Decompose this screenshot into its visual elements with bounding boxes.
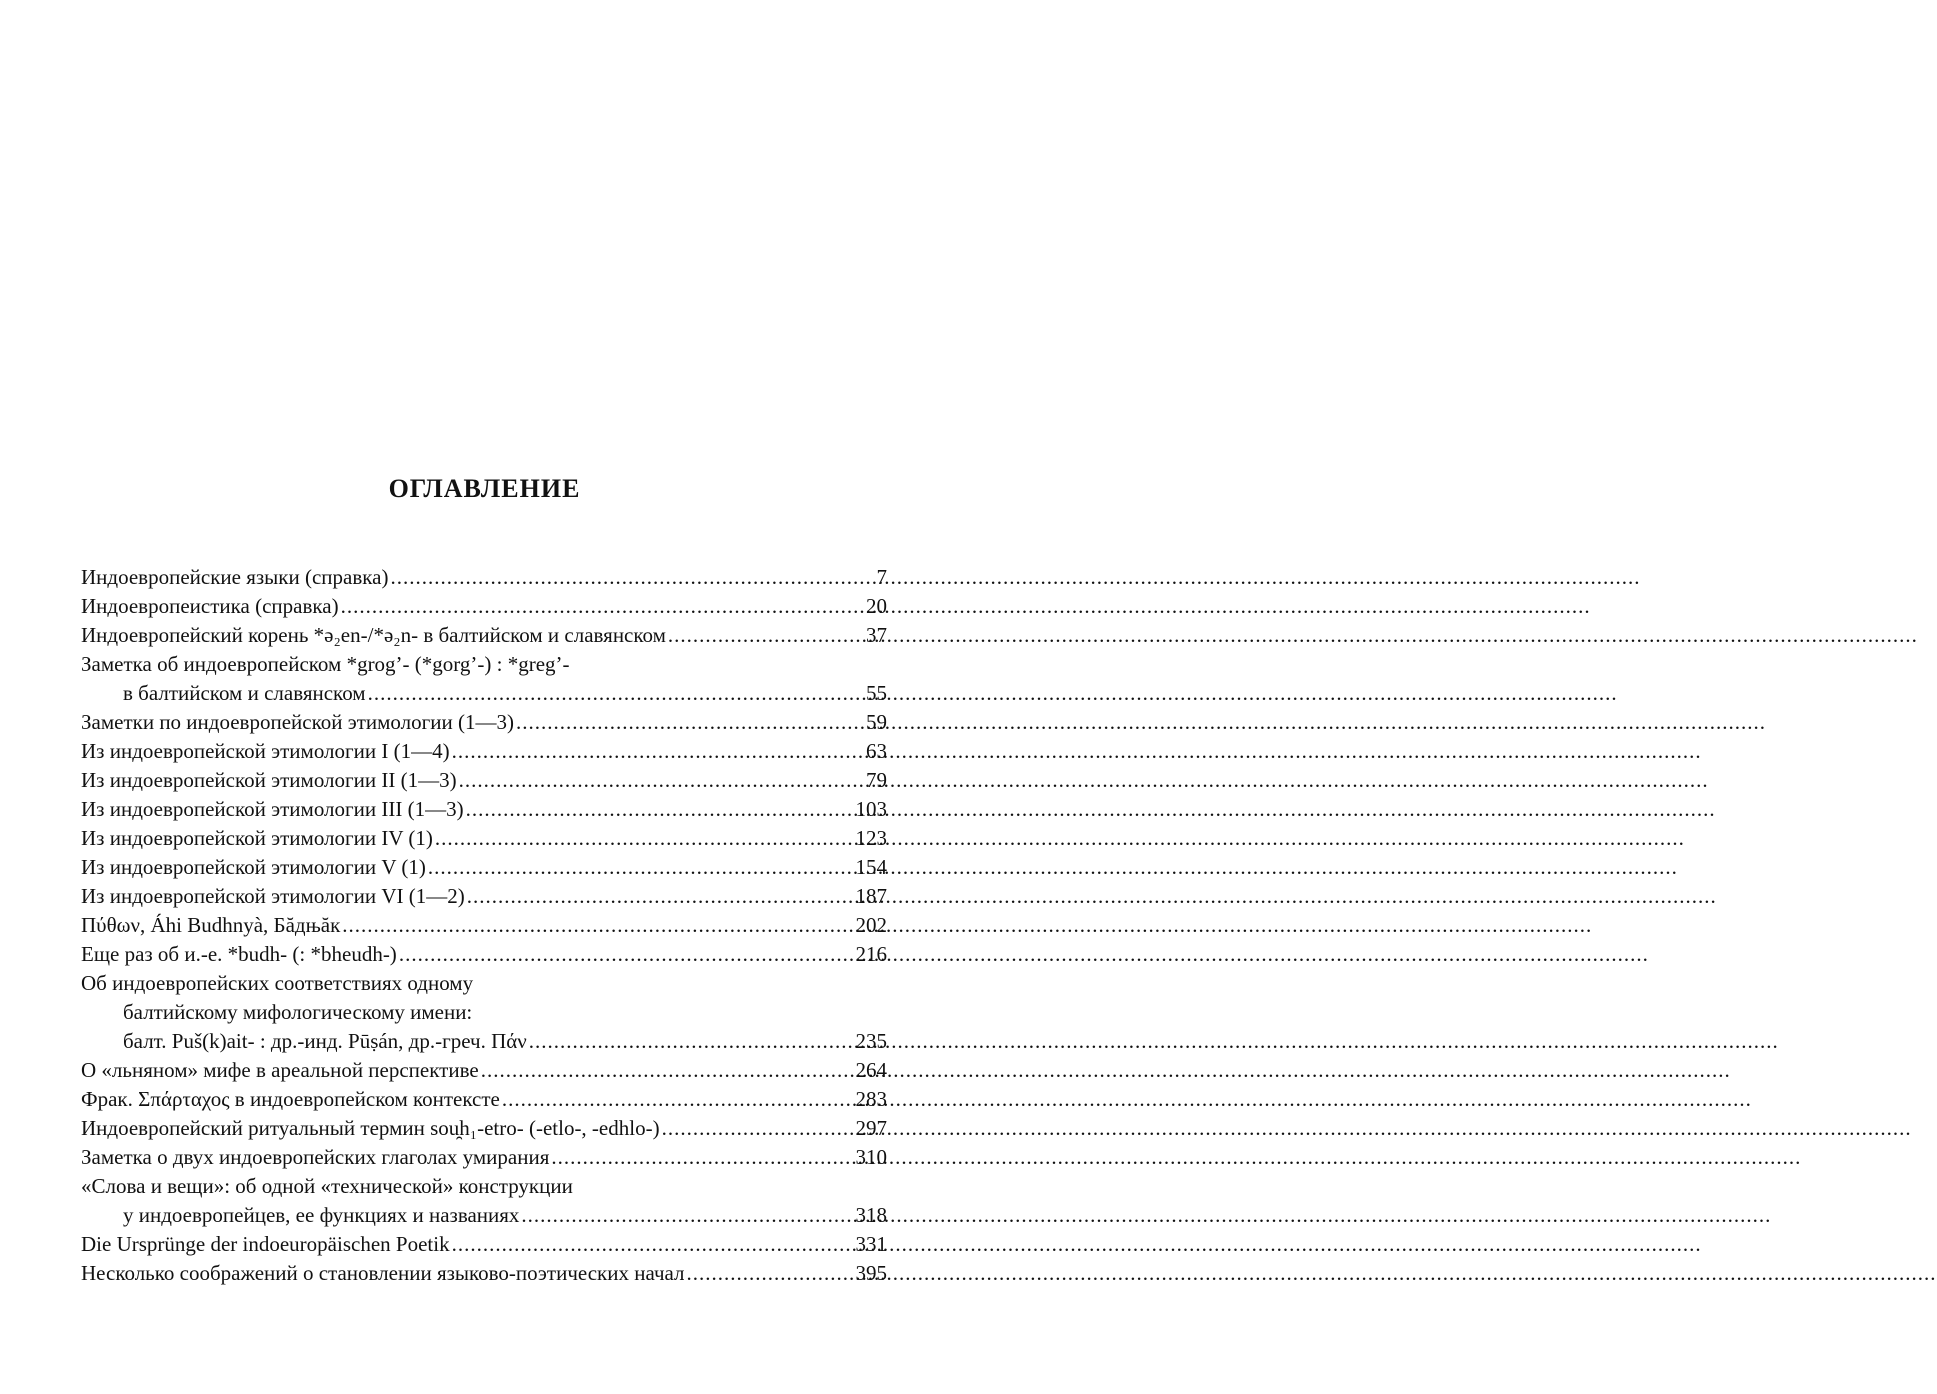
dot-leader bbox=[551, 1143, 853, 1172]
dot-leader bbox=[459, 766, 864, 795]
toc-page-number: 103 bbox=[855, 797, 887, 821]
toc-entry-title: Из индоевропейской этимологии III (1—3) bbox=[81, 797, 464, 821]
toc-page-number: 283 bbox=[855, 1087, 887, 1111]
toc-page-number: 63 bbox=[866, 739, 887, 763]
toc-entry-title: Заметки по индоевропейской этимологии (1—3) bbox=[81, 710, 514, 734]
toc-entry-line bbox=[81, 998, 887, 1027]
toc-entry bbox=[81, 1056, 887, 1085]
toc-entry-title: Несколько соображений о становлении языково-поэтических начал bbox=[81, 1261, 685, 1285]
toc-entry bbox=[81, 1143, 887, 1172]
toc-page-number: 123 bbox=[855, 826, 887, 850]
toc-entry bbox=[81, 911, 887, 940]
toc-page-number: 216 bbox=[855, 942, 887, 966]
dot-leader bbox=[668, 621, 864, 650]
dot-leader bbox=[687, 1259, 854, 1288]
toc-entry-title: Еще раз об и.-е. *budh- (: *bheudh-) bbox=[81, 942, 397, 966]
toc-entry bbox=[81, 1201, 887, 1230]
dot-leader bbox=[529, 1027, 854, 1056]
toc-page-number: 59 bbox=[866, 710, 887, 734]
page-title: ОГЛАВЛЕНИЕ bbox=[388, 474, 581, 503]
toc-entry-title: Индоевропейский корень *ə₂en-/*ə₂n- в балтийском и славянском bbox=[81, 623, 666, 647]
toc-entry-title: Индоевропейские языки (справка) bbox=[81, 565, 389, 589]
toc-entry-title: у индоевропейцев, ее функциях и названиях bbox=[123, 1203, 520, 1227]
toc-entry bbox=[81, 708, 887, 737]
toc-page-number: 7 bbox=[876, 565, 887, 589]
toc-entry bbox=[81, 940, 887, 969]
toc-entry-title: Об индоевропейских соответствиях одному bbox=[81, 971, 474, 995]
toc-entry-title: балтийскому мифологическому имени: bbox=[123, 1000, 473, 1024]
dot-leader bbox=[452, 1230, 854, 1259]
dot-leader bbox=[342, 911, 853, 940]
toc-entry bbox=[81, 853, 887, 882]
toc-page-number: 264 bbox=[855, 1058, 887, 1082]
dot-leader bbox=[466, 795, 854, 824]
toc-entry-line bbox=[81, 969, 887, 998]
toc-page-number: 331 bbox=[855, 1232, 887, 1256]
toc-entry-title: Πύθων, Áhi Budhnyà, Бăдњăк bbox=[81, 913, 341, 937]
toc-page-number: 55 bbox=[866, 681, 887, 705]
dot-leader bbox=[435, 824, 854, 853]
toc-entry-title: Индоевропейский ритуальный термин sou̯h₁-etro- (-etlo-, -edhlo-) bbox=[81, 1116, 660, 1140]
toc-entry-title: Из индоевропейской этимологии VI (1—2) bbox=[81, 884, 465, 908]
toc-entry bbox=[81, 679, 887, 708]
toc-entry bbox=[81, 1085, 887, 1114]
toc-entry bbox=[81, 737, 887, 766]
toc-entry bbox=[81, 795, 887, 824]
dot-leader bbox=[390, 563, 874, 592]
dot-leader bbox=[428, 853, 854, 882]
toc-entry-title: «Слова и вещи»: об одной «технической» конструкции bbox=[81, 1174, 573, 1198]
toc-entry-title: Из индоевропейской этимологии IV (1) bbox=[81, 826, 433, 850]
toc-page-number: 202 bbox=[855, 913, 887, 937]
toc-entry-title: в балтийском и славянском bbox=[123, 681, 366, 705]
toc-entry-title: Из индоевропейской этимологии II (1—3) bbox=[81, 768, 457, 792]
toc-entry bbox=[81, 1259, 887, 1288]
toc-entry-title: Die Ursprünge der indoeuropäischen Poetik bbox=[81, 1232, 450, 1256]
toc-page-number: 154 bbox=[855, 855, 887, 879]
toc-entry-title: Из индоевропейской этимологии I (1—4) bbox=[81, 739, 450, 763]
dot-leader bbox=[341, 592, 864, 621]
toc-page-number: 187 bbox=[855, 884, 887, 908]
toc-page-number: 20 bbox=[866, 594, 887, 618]
toc-entry bbox=[81, 1230, 887, 1259]
toc-page-number: 395 bbox=[855, 1261, 887, 1285]
toc-page-number: 318 bbox=[855, 1203, 887, 1227]
toc-entry-title: О «льняном» мифе в ареальной перспективе bbox=[81, 1058, 479, 1082]
toc-entry-line bbox=[81, 650, 887, 679]
toc-entry bbox=[81, 1027, 887, 1056]
toc-page-number: 297 bbox=[855, 1116, 887, 1140]
dot-leader bbox=[521, 1201, 853, 1230]
toc-page-number: 310 bbox=[855, 1145, 887, 1169]
toc-entry-title: Заметка об индоевропейском *grog’- (*gorg’-) : *greg’- bbox=[81, 652, 570, 676]
dot-leader bbox=[452, 737, 864, 766]
dot-leader bbox=[399, 940, 854, 969]
toc-entry bbox=[81, 592, 887, 621]
toc-entry bbox=[81, 766, 887, 795]
dot-leader bbox=[516, 708, 864, 737]
toc-entry bbox=[81, 621, 887, 650]
toc-entry-title: Индоевропеистика (справка) bbox=[81, 594, 339, 618]
toc-entry bbox=[81, 882, 887, 911]
toc-entry-title: Из индоевропейской этимологии V (1) bbox=[81, 855, 426, 879]
toc-page-number: 37 bbox=[866, 623, 887, 647]
toc-entry bbox=[81, 824, 887, 853]
toc-page-number: 79 bbox=[866, 768, 887, 792]
table-of-contents bbox=[81, 563, 887, 1288]
toc-entry-title: Фрак. Σπάρταχος в индоевропейском контексте bbox=[81, 1087, 500, 1111]
toc-entry bbox=[81, 563, 887, 592]
dot-leader bbox=[662, 1114, 854, 1143]
toc-page-number: 235 bbox=[855, 1029, 887, 1053]
toc-entry-title: балт. Puš(k)ait- : др.-инд. Pūṣán, др.-греч. Πάν bbox=[123, 1029, 527, 1053]
dot-leader bbox=[481, 1056, 854, 1085]
toc-entry-title: Заметка о двух индоевропейских глаголах умирания bbox=[81, 1145, 550, 1169]
toc-entry-line bbox=[81, 1172, 887, 1201]
dot-leader bbox=[502, 1085, 854, 1114]
toc-entry bbox=[81, 1114, 887, 1143]
dot-leader bbox=[368, 679, 864, 708]
dot-leader bbox=[467, 882, 854, 911]
